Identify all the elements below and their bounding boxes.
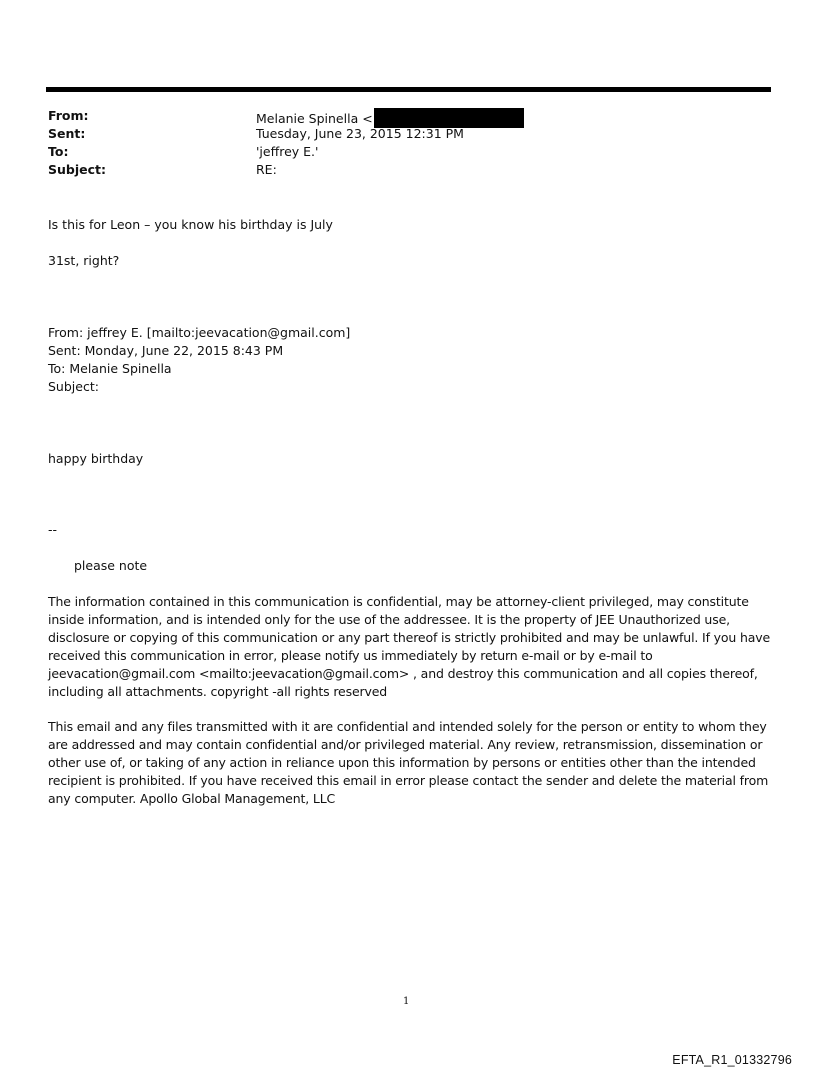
from-value xyxy=(256,108,524,128)
top-divider xyxy=(46,87,771,92)
reply-line-2: 31st, right? xyxy=(48,253,120,268)
subject-label: Subject: xyxy=(48,162,106,177)
disclaimer-line: disclosure or copying of this communication or any part thereof is strictly prohibited and may be unlawful. If you have xyxy=(48,630,771,645)
sent-label: Sent: xyxy=(48,126,86,141)
sent-value: Tuesday, June 23, 2015 12:31 PM xyxy=(256,126,464,141)
original-to: To: Melanie Spinella xyxy=(48,361,172,376)
apollo-disclaimer xyxy=(48,718,769,808)
disclaimer-line: This email and any files transmitted with it are confidential and intended solely for the person or entity to whom they xyxy=(48,719,767,734)
disclaimer-line: any computer. Apollo Global Management, LLC xyxy=(48,791,336,806)
reply-line-1: Is this for Leon – you know his birthday is July xyxy=(48,217,333,232)
disclaimer-line: inside information, and is intended only for the use of the addressee. It is the property of JEE Unauthorized use, xyxy=(48,612,730,627)
page-number: 1 xyxy=(403,996,410,1007)
signature-dashes: -- xyxy=(48,522,58,537)
disclaimer-line: jeevacation@gmail.com <mailto:jeevacation@gmail.com> , and destroy this communication and all copies thereof, xyxy=(48,666,758,681)
subject-value: RE: xyxy=(256,162,277,177)
original-body: happy birthday xyxy=(48,451,144,466)
to-label: To: xyxy=(48,144,69,159)
original-subject: Subject: xyxy=(48,379,99,394)
from-label: From: xyxy=(48,108,89,123)
to-value: 'jeffrey E.' xyxy=(256,144,319,159)
disclaimer-line: other use of, or taking of any action in reliance upon this information by persons or entities other than the intended xyxy=(48,755,756,770)
disclaimer-line: The information contained in this communication is confidential, may be attorney-client privileged, may constitute xyxy=(48,594,749,609)
disclaimer-line: received this communication in error, please notify us immediately by return e-mail or by e-mail to xyxy=(48,648,653,663)
disclaimer-line: recipient is prohibited. If you have received this email in error please contact the sender and delete the material from xyxy=(48,773,769,788)
original-from: From: jeffrey E. [mailto:jeevacation@gmail.com] xyxy=(48,325,351,340)
original-sent: Sent: Monday, June 22, 2015 8:43 PM xyxy=(48,343,284,358)
disclaimer-line: including all attachments. copyright -all rights reserved xyxy=(48,684,388,699)
bates-number: EFTA_R1_01332796 xyxy=(672,1053,792,1067)
from-name: Melanie Spinella < xyxy=(256,111,373,126)
confidentiality-disclaimer xyxy=(48,593,771,701)
signature-note: please note xyxy=(74,558,148,573)
disclaimer-line: are addressed and may contain confidential and/or privileged material. Any review, retransmission, dissemination or xyxy=(48,737,763,752)
redaction-box xyxy=(374,108,524,128)
